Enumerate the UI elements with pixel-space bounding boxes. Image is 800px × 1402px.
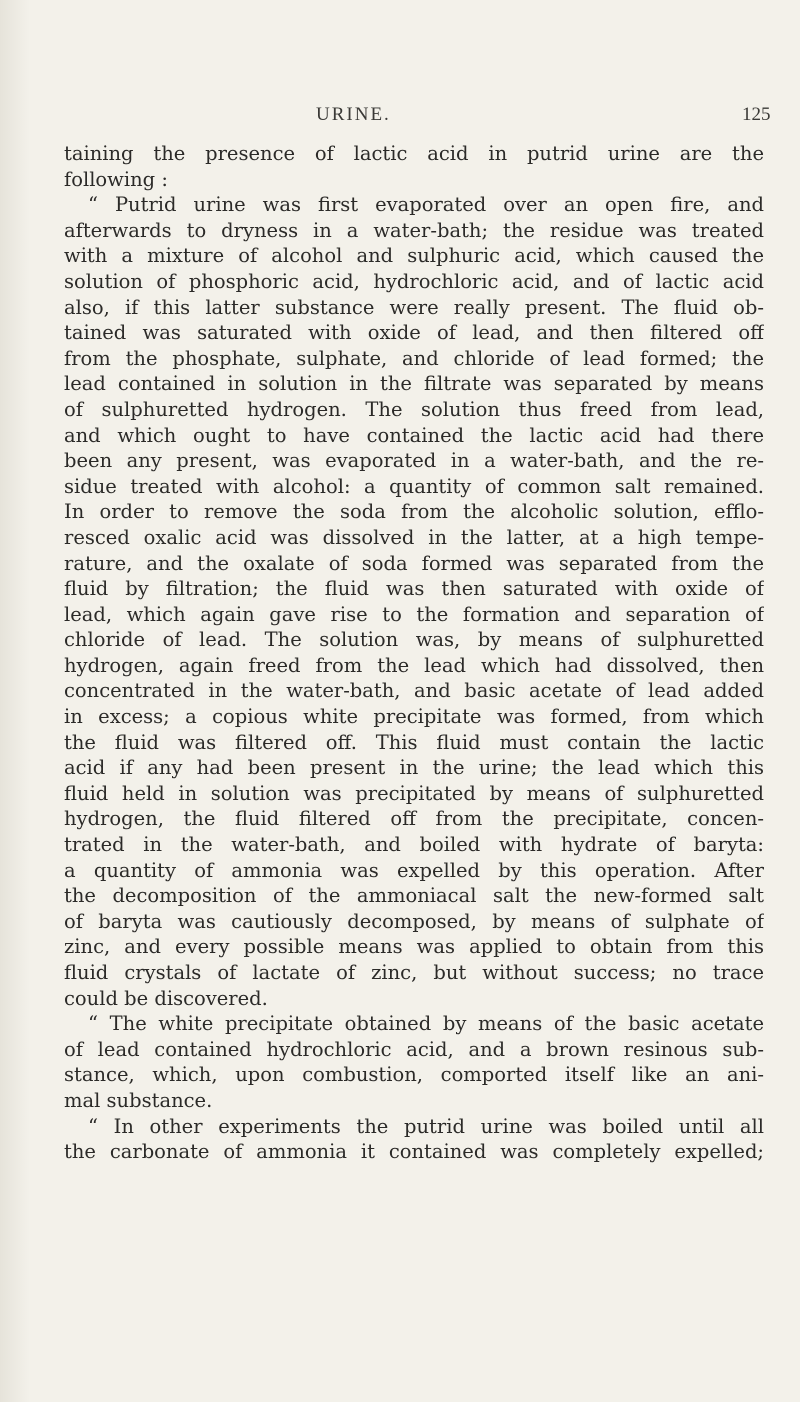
text-line: acid if any had been present in the urine; the lead which this bbox=[64, 756, 764, 780]
text-line: a quantity of ammonia was expelled by this operation. After bbox=[64, 858, 764, 882]
running-head bbox=[0, 104, 800, 134]
text-line: resced oxalic acid was dissolved in the latter, at a high tempe- bbox=[64, 525, 764, 549]
text-line: mal substance. bbox=[64, 1088, 213, 1112]
text-line: hydrogen, again freed from the lead which had dissolved, then bbox=[64, 653, 764, 677]
text-line: zinc, and every possible means was applied to obtain from this bbox=[64, 935, 764, 959]
text-line: chloride of lead. The solution was, by means of sulphuretted bbox=[64, 628, 764, 652]
text-line: and which ought to have contained the lactic acid had there bbox=[64, 423, 764, 447]
text-line: lead, which again gave rise to the formation and separation of bbox=[64, 602, 764, 626]
text-line: lead contained in solution in the filtrate was separated by means bbox=[64, 372, 764, 396]
text-line: “ The white precipitate obtained by means of the basic acetate bbox=[88, 1012, 764, 1036]
text-line: sidue treated with alcohol: a quantity of common salt remained. bbox=[64, 474, 764, 498]
text-line: from the phosphate, sulphate, and chloride of lead formed; the bbox=[64, 346, 764, 370]
text-line: of baryta was cautiously decomposed, by means of sulphate of bbox=[64, 909, 764, 933]
body-text bbox=[64, 141, 764, 1165]
text-line: taining the presence of lactic acid in putrid urine are the bbox=[64, 142, 764, 165]
text-line: the decomposition of the ammoniacal salt the new-formed salt bbox=[64, 884, 764, 908]
text-line: stance, which, upon combustion, comported itself like an ani- bbox=[64, 1063, 764, 1087]
text-line: “ Putrid urine was first evaporated over an open fire, and bbox=[88, 193, 764, 217]
text-line: fluid held in solution was precipitated by means of sulphuretted bbox=[64, 781, 764, 805]
text-line: been any present, was evaporated in a water-bath, and the re- bbox=[64, 449, 764, 473]
text-line: concentrated in the water-bath, and basic acetate of lead added bbox=[64, 679, 764, 703]
text-line: with a mixture of alcohol and sulphuric acid, which caused the bbox=[64, 244, 764, 268]
text-line: the fluid was filtered off. This fluid must contain the lactic bbox=[64, 730, 764, 754]
text-line: also, if this latter substance were really present. The fluid ob- bbox=[64, 295, 764, 319]
text-line: hydrogen, the fluid filtered off from the precipitate, concen- bbox=[64, 807, 764, 831]
text-line: of lead contained hydrochloric acid, and a brown resinous sub- bbox=[64, 1037, 764, 1061]
text-line: tained was saturated with oxide of lead, and then filtered off bbox=[64, 321, 764, 345]
text-line: could be discovered. bbox=[64, 986, 268, 1010]
text-line: in excess; a copious white precipitate was formed, from which bbox=[64, 705, 764, 729]
text-line: “ In other experiments the putrid urine was boiled until all bbox=[88, 1114, 764, 1138]
text-line: of sulphuretted hydrogen. The solution thus freed from lead, bbox=[64, 397, 764, 421]
text-line: In order to remove the soda from the alcoholic solution, efflo- bbox=[64, 500, 764, 524]
page-edge-shadow bbox=[0, 0, 30, 1402]
text-line: fluid crystals of lactate of zinc, but without success; no trace bbox=[64, 961, 764, 984]
text-line: the carbonate of ammonia it contained was completely expelled; bbox=[64, 1140, 764, 1164]
running-title: URINE. bbox=[316, 104, 391, 125]
page-number: 125 bbox=[742, 104, 771, 125]
text-line: solution of phosphoric acid, hydrochloric acid, and of lactic acid bbox=[64, 269, 764, 293]
text-line: trated in the water-bath, and boiled with hydrate of baryta: bbox=[64, 833, 764, 857]
text-line: fluid by filtration; the fluid was then saturated with oxide of bbox=[64, 577, 764, 601]
text-line: rature, and the oxalate of soda formed was separated from the bbox=[64, 551, 764, 575]
text-line: afterwards to dryness in a water-bath; the residue was treated bbox=[64, 218, 764, 242]
text-line: following : bbox=[64, 167, 168, 191]
